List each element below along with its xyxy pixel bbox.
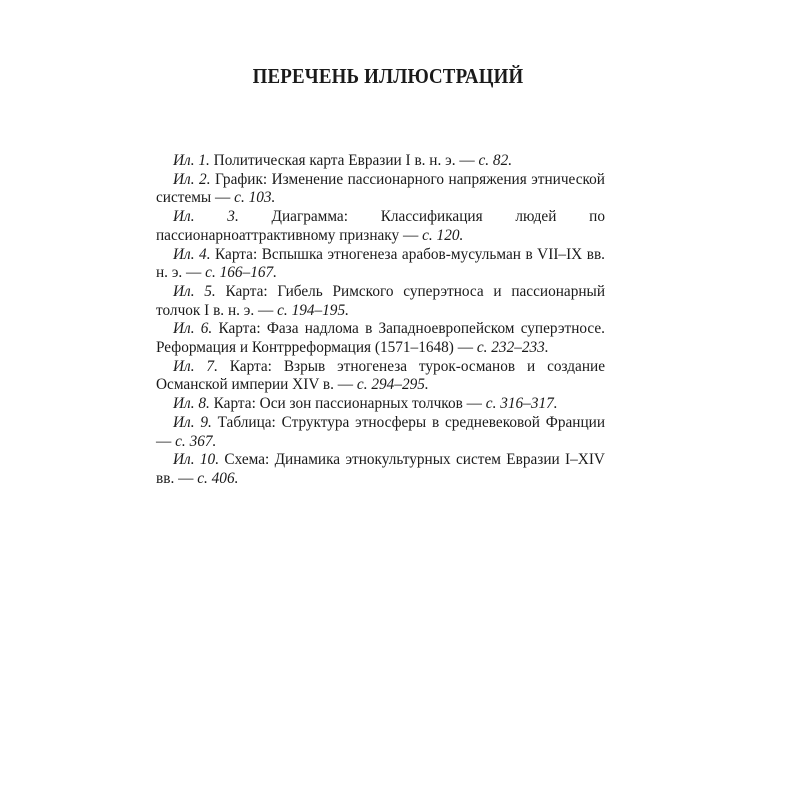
item-page: с. 194–195.: [277, 301, 349, 319]
item-page: с. 367.: [175, 432, 217, 450]
illustrations-list: [156, 152, 605, 489]
list-item: [156, 395, 605, 414]
item-page: с. 316–317.: [485, 395, 558, 413]
item-label: Ил. 9.: [173, 413, 212, 431]
item-label: Ил. 1.: [173, 152, 210, 169]
page-title: ПЕРЕЧЕНЬ ИЛЛЮСТРАЦИЙ: [252, 64, 524, 88]
item-page: с. 103.: [234, 189, 276, 207]
list-item: [156, 152, 605, 171]
item-text: Карта: Фаза надлома в Западноевропейском суперэтносе. Реформация и Контрреформация (1571–1648) —: [156, 320, 605, 357]
item-page: с. 82.: [478, 152, 513, 169]
item-label: Ил. 3.: [173, 208, 239, 226]
item-text: Диаграмма: Классификация людей по пассионарноаттрактивному признаку —: [156, 208, 605, 244]
list-item: [156, 171, 605, 208]
item-label: Ил. 7.: [173, 357, 218, 375]
item-page: с. 294–295.: [356, 376, 429, 394]
item-label: Ил. 6.: [173, 320, 213, 338]
item-text: График: Изменение пассионарного напряжения этнической системы —: [156, 170, 605, 207]
item-text: Карта: Гибель Римского суперэтноса и пассионарный толчок I в. н. э. —: [156, 282, 605, 319]
item-text: Карта: Вспышка этногенеза арабов-мусульман в VII–IX вв. н. э. —: [156, 245, 605, 282]
list-item: [156, 320, 605, 357]
item-page: с. 406.: [197, 469, 239, 487]
item-page: с. 166–167.: [205, 264, 277, 282]
item-text: Схема: Динамика этнокультурных систем Евразии I–XIV вв. —: [156, 451, 605, 487]
item-label: Ил. 10.: [173, 451, 220, 469]
list-item: [156, 283, 605, 320]
item-text: Таблица: Структура этносферы в средневековой Франции —: [156, 413, 606, 450]
item-label: Ил. 4.: [173, 245, 211, 263]
item-label: Ил. 8.: [173, 395, 210, 413]
list-item: [156, 414, 605, 451]
list-item: [156, 246, 605, 283]
list-item: [156, 358, 605, 395]
item-text: Карта: Оси зон пассионарных толчков —: [209, 395, 486, 413]
item-page: с. 120.: [422, 226, 464, 244]
item-page: с. 232–233.: [476, 339, 549, 357]
item-label: Ил. 5.: [173, 282, 216, 300]
list-item: [156, 451, 605, 488]
item-label: Ил. 2.: [173, 170, 211, 188]
list-item: [156, 208, 605, 245]
item-text: Политическая карта Евразии I в. н. э. —: [209, 152, 479, 169]
item-text: Карта: Взрыв этногенеза турок-османов и создание Османской империи XIV в. —: [156, 357, 606, 394]
